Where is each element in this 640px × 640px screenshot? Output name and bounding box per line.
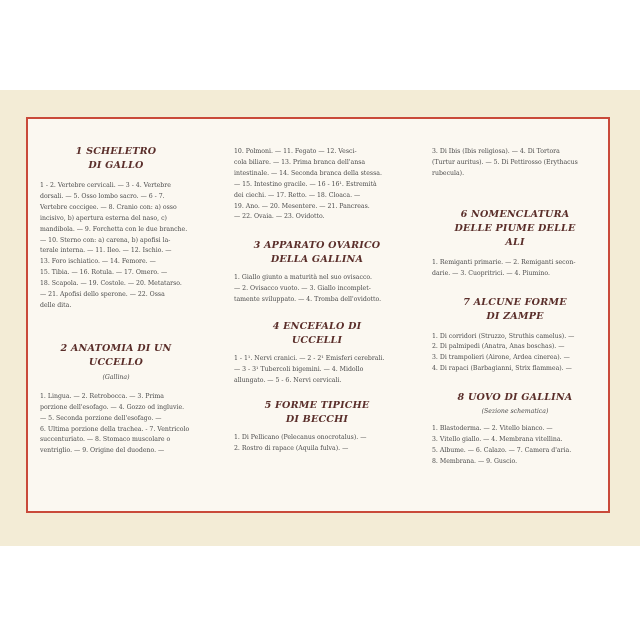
section-4-text — [234, 354, 400, 387]
section-2-continued-text — [234, 147, 400, 223]
section-8-subtitle: (Sezione schematica) — [481, 408, 549, 416]
text-line: rubecula). — [432, 169, 465, 177]
section-2-subtitle: (Gallina) — [102, 373, 130, 381]
text-line: porzione dell'esofago. — 4. Gozzo od ingluvie. — [40, 403, 185, 411]
text-line: tamente sviluppato. — 4. Tromba dell'ovidotto. — [234, 296, 382, 304]
title-line: 1 SCHELETRO — [75, 146, 157, 157]
column-1 — [28, 119, 204, 457]
text-line: 1 - 1¹. Nervi cranici. — 2 - 2¹ Emisferi cerebrali. — [234, 355, 385, 363]
text-line: mandibola. — 9. Forchetta con le due branche. — [40, 225, 188, 233]
legend-panel — [26, 117, 610, 513]
text-line: — 15. Intestino gracile. — 16 - 16¹. Estremità — [234, 180, 377, 188]
text-line: — 3 - 3¹ Tubercoli bigemini. — 4. Midollo — [234, 365, 364, 373]
title-line: UCCELLI — [291, 335, 343, 347]
text-line: 3. Di trampolieri (Airone, Ardea cinerea). — — [432, 354, 570, 362]
text-line: (Turtur auritus). — 5. Di Pettirosso (Erythacus — [432, 158, 578, 166]
section-1-text — [40, 181, 192, 312]
section-8-title — [432, 391, 598, 405]
text-line: allungato. — 5 - 6. Nervi cervicali. — [234, 376, 342, 384]
text-line: 2. Rostro di rapace (Aquila fulva). — — [234, 444, 349, 452]
section-4-title — [234, 320, 400, 348]
title-line: 6 NOMENCLATURA — [460, 208, 570, 220]
title-line: 4 ENCEFALO DI — [272, 321, 362, 333]
text-line: intestinale. — 14. Seconda branca della stessa. — [234, 169, 382, 177]
title-line: UCCELLO — [88, 356, 144, 368]
text-line: 1. Giallo giunto a maturità nel suo ovisacco. — [234, 274, 373, 282]
text-line: 5. Albume. — 6. Calazo. — 7. Camera d'aria. — [432, 446, 572, 454]
section-3-text — [234, 273, 400, 306]
text-line: — 21. Apofisi dello sperone. — 22. Ossa — [40, 291, 165, 299]
text-line: darie. — 3. Cuopritrici. — 4. Piumino. — [432, 269, 550, 277]
text-line: — 10. Sterno con: a) carena, b) apofisi la- — [40, 236, 171, 244]
text-line: 19. Ano. — 20. Mesentere. — 21. Pancreas. — [234, 202, 370, 210]
section-2-title — [40, 342, 192, 370]
title-line: DELLA GALLINA — [270, 254, 364, 266]
text-line: dorsali. — 5. Osso lombo sacro. — 6 - 7. — [40, 192, 165, 200]
section-7-text — [432, 332, 598, 376]
section-6-text — [432, 258, 598, 280]
section-7-title — [432, 296, 598, 324]
text-line: delle dita. — [40, 301, 72, 309]
section-6-title — [432, 208, 598, 250]
column-2 — [226, 119, 408, 455]
text-line: 1. Di corridori (Struzzo, Struthis camelus). — — [432, 332, 575, 340]
text-line: 1. Lingua. — 2. Retrobocca. — 3. Prima — [40, 392, 164, 400]
text-line: 15. Tibia. — 16. Rotula. — 17. Omero. — — [40, 269, 168, 277]
title-line: DI BECCHI — [285, 413, 349, 425]
text-line: 2. Di palmipedi (Anatra, Anas boschas). — — [432, 343, 565, 351]
section-5-title — [234, 399, 400, 427]
text-line: 10. Polmoni. — 11. Fegato — 12. Vesci- — [234, 148, 357, 155]
text-line: 3. Di Ibis (Ibis religiosa). — 4. Di Tortora — [432, 148, 560, 155]
text-line: — 2. Ovisacco vuoto. — 3. Giallo incomplet- — [234, 285, 371, 293]
text-line: succenturiato. — 8. Stomaco muscolare o — [40, 436, 171, 444]
title-line: DI ZAMPE — [486, 310, 544, 322]
section-3-title — [234, 239, 400, 267]
column-3 — [422, 119, 608, 468]
text-line: — 22. Ovaia. — 23. Ovidotto. — [234, 213, 325, 221]
text-line: 1. Remiganti primarie. — 2. Remiganti secon- — [432, 258, 576, 266]
text-line: 6. Ultima porzione della trachea. - 7. Ventricolo — [40, 425, 190, 433]
text-line: — 5. Seconda porzione dell'esofago. — — [40, 414, 162, 422]
text-line: dei ciechi. — 17. Retto. — 18. Cloaca. — — [234, 191, 361, 199]
text-line: 18. Scapola. — 19. Costole. — 20. Metatarso. — [40, 280, 182, 288]
title-line: 8 UOVO DI GALLINA — [457, 392, 573, 404]
title-line: 2 ANATOMIA DI UN — [60, 342, 172, 354]
text-line: 1. Blastoderma. — 2. Vitello bianco. — — [432, 425, 553, 433]
text-line: 13. Foro ischiatico. — 14. Femore. — — [40, 258, 156, 266]
text-line: 8. Membrana. — 9. Guscio. — [432, 457, 518, 465]
title-line: 3 APPARATO OVARICO — [253, 240, 381, 252]
title-line: 7 ALCUNE FORME — [463, 296, 567, 308]
text-line: ventriglio. — 9. Origine del duodeno. — — [40, 447, 165, 455]
text-line: 1. Di Pellicano (Pelecanus onocrotalus). — — [234, 433, 367, 441]
text-line: cola biliare. — 13. Prima branca dell'ansa — [234, 158, 366, 166]
text-line: 1 - 2. Vertebre cervicali. — 3 - 4. Vertebre — [40, 182, 171, 189]
text-line: terale interna. — 11. Ileo. — 12. Ischio. — — [40, 247, 172, 255]
title-line: DELLE PIUME DELLE — [454, 222, 576, 234]
text-line: Vertebre coccigee. — 8. Cranio con: a) osso — [40, 203, 177, 211]
text-line: 4. Di rapaci (Barbagianni, Strix flammea). — — [432, 365, 572, 373]
section-5-continued-text — [432, 147, 598, 180]
title-line: ALI — [505, 236, 525, 248]
title-line: 5 FORME TIPICHE — [264, 399, 370, 411]
title-line: DI GALLO — [88, 160, 144, 171]
section-2-text — [40, 392, 192, 457]
section-5-text — [234, 433, 400, 455]
section-1-title — [40, 145, 192, 173]
text-line: 3. Vitello giallo. — 4. Membrana vitellina. — [432, 435, 563, 443]
text-line: incisivo, b) apertura esterna del naso, c) — [40, 214, 167, 222]
section-8-text — [432, 424, 598, 468]
